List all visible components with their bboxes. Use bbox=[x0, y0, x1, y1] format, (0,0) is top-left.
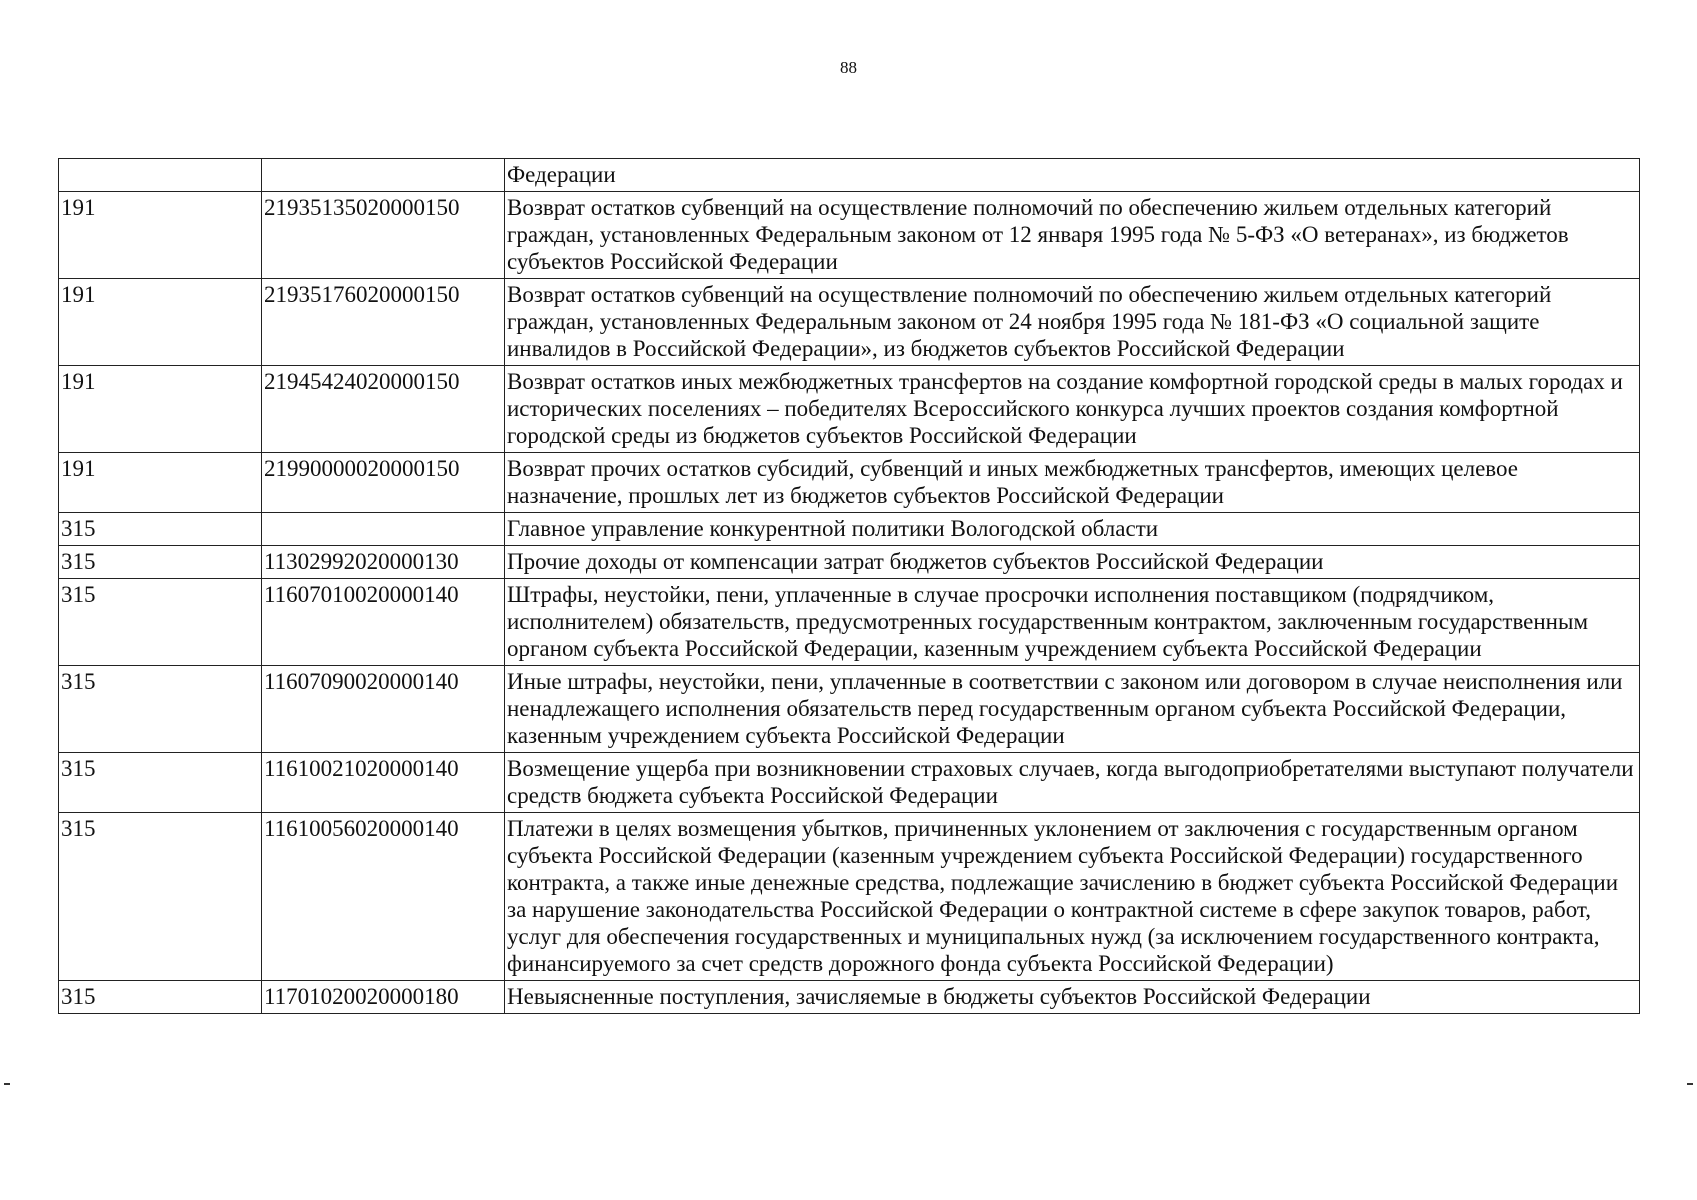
left-scan-mark bbox=[4, 1083, 10, 1085]
revenue-code-cell: 11302992020000130 bbox=[262, 546, 505, 579]
table-row bbox=[59, 192, 1640, 279]
table-row bbox=[59, 453, 1640, 513]
table-row bbox=[59, 279, 1640, 366]
revenue-code-cell: 11701020020000180 bbox=[262, 981, 505, 1014]
right-scan-mark bbox=[1687, 1083, 1693, 1085]
admin-code-cell bbox=[59, 159, 262, 192]
admin-code-cell: 315 bbox=[59, 579, 262, 666]
revenue-code-cell bbox=[262, 159, 505, 192]
revenue-code-cell: 11610056020000140 bbox=[262, 813, 505, 981]
description-cell: Прочие доходы от компенсации затрат бюджетов субъектов Российской Федерации bbox=[505, 546, 1640, 579]
description-cell: Главное управление конкурентной политики Вологодской области bbox=[505, 513, 1640, 546]
revenue-code-cell: 21935135020000150 bbox=[262, 192, 505, 279]
admin-code-cell: 191 bbox=[59, 279, 262, 366]
description-cell: Невыясненные поступления, зачисляемые в бюджеты субъектов Российской Федерации bbox=[505, 981, 1640, 1014]
description-cell: Федерации bbox=[505, 159, 1640, 192]
revenue-code-cell bbox=[262, 513, 505, 546]
table-row bbox=[59, 981, 1640, 1014]
admin-code-cell: 315 bbox=[59, 513, 262, 546]
table-body bbox=[59, 159, 1640, 1014]
table-row bbox=[59, 546, 1640, 579]
page-number: 88 bbox=[840, 58, 857, 77]
revenue-code-cell: 11607090020000140 bbox=[262, 666, 505, 753]
admin-code-cell: 191 bbox=[59, 192, 262, 279]
description-cell: Возврат прочих остатков субсидий, субвенций и иных межбюджетных трансфертов, имеющих целевое назначение, прошлых лет из бюджетов субъектов Российской Федерации bbox=[505, 453, 1640, 513]
revenue-code-cell: 21945424020000150 bbox=[262, 366, 505, 453]
revenue-code-cell: 11610021020000140 bbox=[262, 753, 505, 813]
admin-code-cell: 315 bbox=[59, 981, 262, 1014]
admin-code-cell: 315 bbox=[59, 813, 262, 981]
admin-code-cell: 315 bbox=[59, 666, 262, 753]
table-row bbox=[59, 666, 1640, 753]
table-row bbox=[59, 753, 1640, 813]
admin-code-cell: 191 bbox=[59, 366, 262, 453]
description-cell: Возврат остатков субвенций на осуществление полномочий по обеспечению жильем отдельных категорий граждан, установленных Федеральным законом от 24 ноября 1995 года № 181-ФЗ «О социальной защите инвалидов в Российской Федерации», из бюджетов субъектов Российской Федерации bbox=[505, 279, 1640, 366]
description-cell: Штрафы, неустойки, пени, уплаченные в случае просрочки исполнения поставщиком (подрядчиком, исполнителем) обязательств, предусмотренных государственным контрактом, заключенным государственным органом субъекта Российской Федерации, казенным учреждением субъекта Российской Федерации bbox=[505, 579, 1640, 666]
description-cell: Возмещение ущерба при возникновении страховых случаев, когда выгодоприобретателями выступают получатели средств бюджета субъекта Российской Федерации bbox=[505, 753, 1640, 813]
revenue-code-cell: 21935176020000150 bbox=[262, 279, 505, 366]
description-cell: Возврат остатков субвенций на осуществление полномочий по обеспечению жильем отдельных категорий граждан, установленных Федеральным законом от 12 января 1995 года № 5-ФЗ «О ветеранах», из бюджетов субъектов Российской Федерации bbox=[505, 192, 1640, 279]
table-row bbox=[59, 513, 1640, 546]
admin-code-cell: 191 bbox=[59, 453, 262, 513]
admin-code-cell: 315 bbox=[59, 546, 262, 579]
description-cell: Иные штрафы, неустойки, пени, уплаченные в соответствии с законом или договором в случае неисполнения или ненадлежащего исполнения обязательств перед государственным органом субъекта Российской Федерации, казенным учреждением субъекта Российской Федерации bbox=[505, 666, 1640, 753]
description-cell: Платежи в целях возмещения убытков, причиненных уклонением от заключения с государственным органом субъекта Российской Федерации (казенным учреждением субъекта Российской Федерации) государственного контракта, а также иные денежные средства, подлежащие зачислению в бюджет субъекта Российской Федерации за нарушение законодательства Российской Федерации о контрактной системе в сфере закупок товаров, работ, услуг для обеспечения государственных и муниципальных нужд (за исключением государственного контракта, финансируемого за счет средств дорожного фонда субъекта Российской Федерации) bbox=[505, 813, 1640, 981]
table-row bbox=[59, 813, 1640, 981]
table-row bbox=[59, 579, 1640, 666]
admin-code-cell: 315 bbox=[59, 753, 262, 813]
revenue-code-cell: 11607010020000140 bbox=[262, 579, 505, 666]
table-row bbox=[59, 366, 1640, 453]
revenue-codes-table bbox=[58, 158, 1640, 1014]
table-row bbox=[59, 159, 1640, 192]
revenue-code-cell: 21990000020000150 bbox=[262, 453, 505, 513]
description-cell: Возврат остатков иных межбюджетных трансфертов на создание комфортной городской среды в малых городах и исторических поселениях – победителях Всероссийского конкурса лучших проектов создания комфортной городской среды из бюджетов субъектов Российской Федерации bbox=[505, 366, 1640, 453]
